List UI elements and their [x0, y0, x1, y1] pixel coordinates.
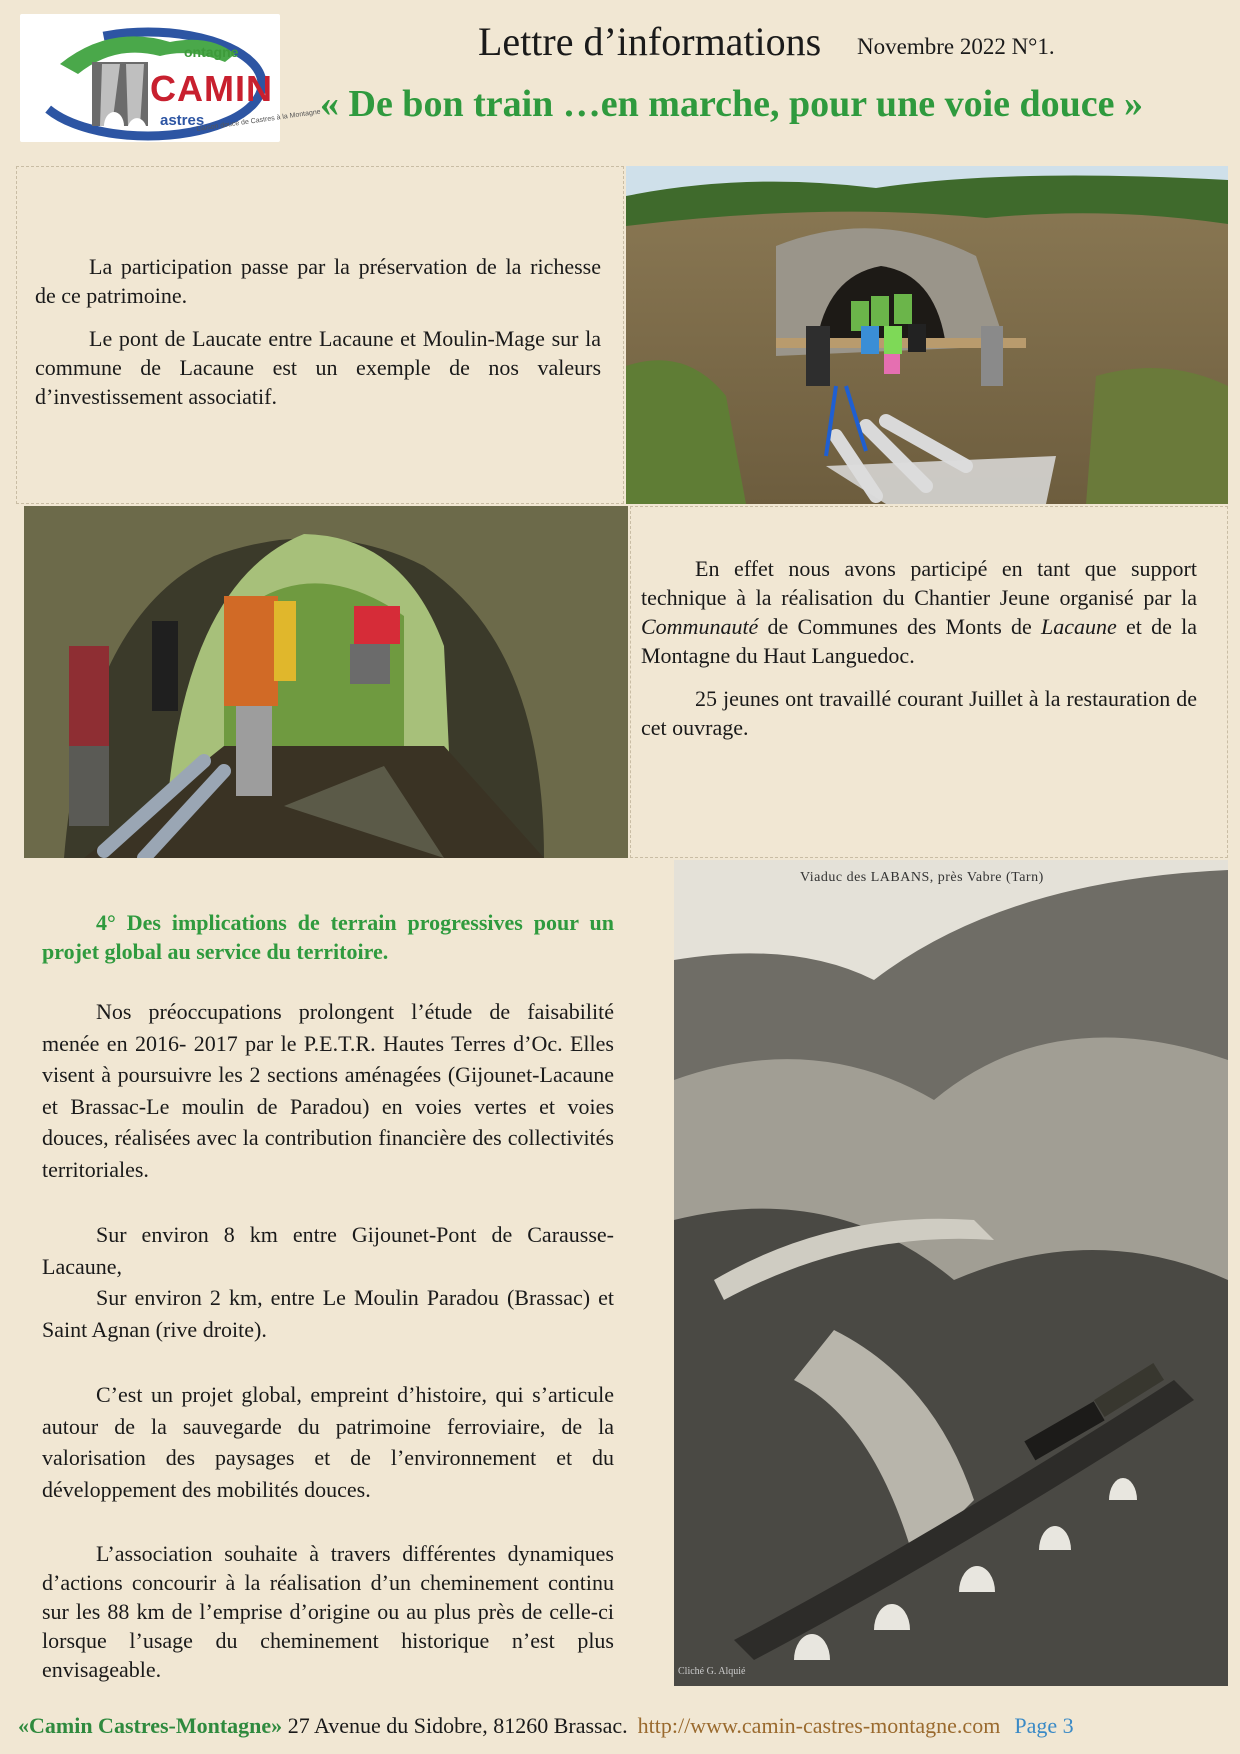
logo-text-camin: CAMIN — [150, 68, 273, 109]
logo-tagline: Liaison douce de Castres à la Montagne — [196, 108, 322, 133]
footer-website-link[interactable]: http://www.camin-castres-montagne.com — [637, 1713, 1001, 1738]
newsletter-subtitle: « De bon train …en marche, pour une voie douce » — [320, 83, 1143, 125]
paragraph-2km: Sur environ 2 km, entre Le Moulin Paradou (Brassac) et Saint Agnan (rive droite). — [42, 1285, 614, 1342]
logo-text-ontagne: ontagne — [184, 44, 239, 60]
chantier-text-lacaune: Lacaune — [1041, 614, 1117, 639]
top-text-panel — [16, 166, 624, 504]
paragraph-faisabilite: Nos préoccupations prolongent l’étude de faisabilité menée en 2016- 2017 par le P.E.T.R. Hautes Terres d’Oc. Elles visent à poursuivre les 2 sections aménagées (Gijounet-Lacaune et Brassac-Le moulin de Paradou) en voies vertes et voies douces, réalisées avec la contribution financière des collectivités territoriales. — [42, 999, 614, 1182]
postcard-credit: Cliché G. Alquié — [678, 1666, 746, 1677]
chantier-text-part-2: de Communes des Monts de — [758, 614, 1042, 639]
paragraph-25-jeunes: 25 jeunes ont travaillé courant Juillet à la restauration de cet ouvrage. — [641, 686, 1197, 740]
issue-date: Novembre 2022 N°1. — [857, 34, 1055, 59]
paragraph-8km: Sur environ 8 km entre Gijounet-Pont de Carausse-Lacaune, — [42, 1222, 614, 1279]
paragraph-participation: La participation passe par la préservation de la richesse de ce patrimoine. — [35, 254, 601, 308]
footer-organization: «Camin Castres-Montagne» — [18, 1713, 283, 1738]
photo-tunnel-works — [24, 506, 628, 858]
photo-bridge-volunteers — [626, 166, 1228, 504]
bottom-text-column — [42, 908, 614, 1698]
paragraph-projet-global: C’est un projet global, empreint d’histoire, qui s’articule autour de la sauvegarde du patrimoine ferroviaire, de la valorisation des paysages et de l’environnement et du développement des mobilités douces. — [42, 1382, 614, 1502]
chantier-text-part-1: En effet nous avons participé en tant que support technique à la réalisation du Chantier Jeune organisé par la — [641, 556, 1197, 610]
paragraph-association: L’association souhaite à travers différentes dynamiques d’actions concourir à la réalisation d’un cheminement continu sur les 88 km de l’emprise d’origine ou au plus près de celle-ci lorsque l’usage du cheminement historique n’est plus envisageable. — [42, 1541, 614, 1682]
middle-text-panel — [630, 506, 1228, 858]
footer-address: 27 Avenue du Sidobre, 81260 Brassac. — [282, 1713, 628, 1738]
page-number: Page 3 — [1014, 1713, 1074, 1738]
paragraph-pont-laucate: Le pont de Laucate entre Lacaune et Moulin-Mage sur la commune de Lacaune est un exemple de nos valeurs d’investissement associatif. — [35, 326, 601, 409]
postcard-viaduc-labans — [674, 860, 1228, 1686]
newsletter-title: Lettre d’informations — [478, 19, 822, 64]
postcard-caption: Viaduc des LABANS, près Vabre (Tarn) — [800, 870, 1044, 885]
page-footer — [18, 1713, 1228, 1739]
paragraph-chantier-jeune — [641, 554, 1197, 670]
section-heading-implications: 4° Des implications de terrain progressives pour un projet global au service du territoire. — [42, 910, 614, 964]
chantier-text-part-3: et de la Montagne du Haut Languedoc. — [641, 614, 1197, 668]
association-logo — [20, 14, 322, 142]
chantier-text-communaute: Communauté — [641, 614, 759, 639]
logo-text-astres: astres — [160, 112, 205, 129]
